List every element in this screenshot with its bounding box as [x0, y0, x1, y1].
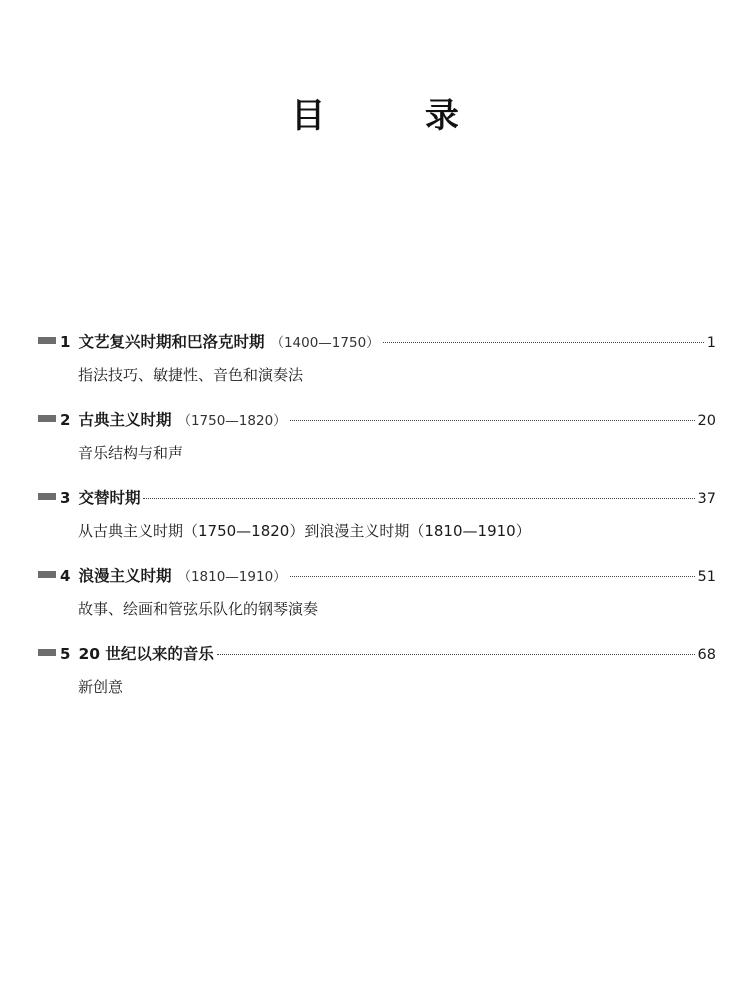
- entry-number: 5: [60, 645, 71, 663]
- entry-title[interactable]: 古典主义时期: [78, 411, 172, 429]
- entry-title[interactable]: 浪漫主义时期: [78, 567, 172, 585]
- entry-subtitle: 指法技巧、敏捷性、音色和演奏法: [78, 366, 304, 384]
- bar-icon: [38, 337, 56, 344]
- dot-leader: [290, 420, 695, 421]
- entry-subtitle: 新创意: [78, 678, 124, 696]
- entry-subtitle: 音乐结构与和声: [78, 444, 184, 462]
- toc-entry-3[interactable]: [38, 486, 716, 542]
- entry-title[interactable]: 文艺复兴时期和巴洛克时期: [78, 333, 265, 351]
- entry-subtitle: 故事、绘画和管弦乐队化的钢琴演奏: [78, 600, 319, 618]
- entry-years: （1810—1910）: [177, 569, 287, 585]
- entry-number: 1: [60, 333, 71, 351]
- entry-line: [38, 642, 716, 668]
- toc-entry-4[interactable]: [38, 564, 716, 620]
- entry-years: （1400—1750）: [270, 335, 380, 351]
- entry-subtitle: 从古典主义时期（1750—1820）到浪漫主义时期（1810—1910）: [78, 522, 531, 540]
- entry-line: [38, 564, 716, 590]
- entry-number: 2: [60, 411, 71, 429]
- entry-title[interactable]: 交替时期: [78, 489, 141, 507]
- entry-line: [38, 330, 716, 356]
- toc-entry-2[interactable]: [38, 408, 716, 464]
- entry-page-number[interactable]: 68: [697, 647, 716, 663]
- bar-icon: [38, 415, 56, 422]
- entry-page-number[interactable]: 37: [697, 491, 716, 507]
- entry-number: 4: [60, 567, 71, 585]
- entry-page-number[interactable]: 51: [697, 569, 716, 585]
- dot-leader: [383, 342, 704, 343]
- toc-entry-5[interactable]: [38, 642, 716, 698]
- entry-number: 3: [60, 489, 71, 507]
- bar-icon: [38, 649, 56, 656]
- dot-leader: [217, 654, 695, 655]
- dot-leader: [143, 498, 694, 499]
- entry-line: [38, 486, 716, 512]
- entry-title[interactable]: 20 世纪以来的音乐: [78, 645, 214, 663]
- bar-icon: [38, 571, 56, 578]
- entry-page-number[interactable]: 1: [706, 335, 716, 351]
- page-title: 目 录: [291, 96, 503, 136]
- entry-years: （1750—1820）: [177, 413, 287, 429]
- dot-leader: [290, 576, 695, 577]
- toc-entry-1[interactable]: [38, 330, 716, 386]
- entry-page-number[interactable]: 20: [697, 413, 716, 429]
- entry-line: [38, 408, 716, 434]
- bar-icon: [38, 493, 56, 500]
- table-of-contents: [38, 330, 716, 720]
